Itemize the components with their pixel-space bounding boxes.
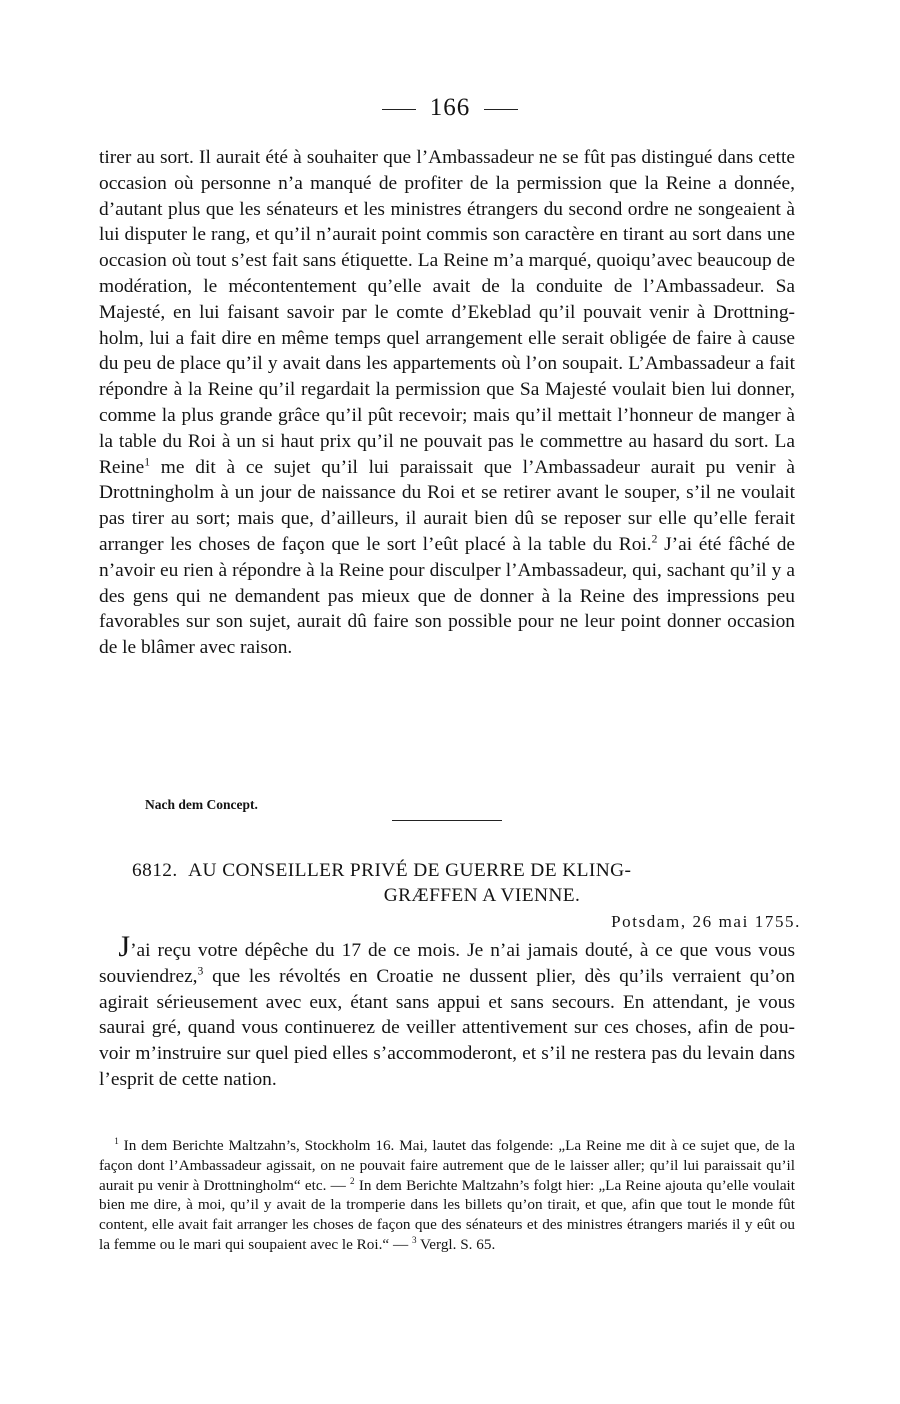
continuation-paragraph	[99, 145, 795, 661]
page-header	[0, 94, 900, 122]
letter-initial: J	[118, 930, 131, 963]
footnote-mark-2: 2	[350, 1175, 355, 1186]
letter-title-line-1: AU CONSEILLER PRIVÉ DE GUERRE DE KLING-	[188, 860, 632, 881]
section-divider	[392, 820, 502, 821]
footnote-paragraph	[99, 1136, 795, 1255]
header-rule-left	[382, 109, 416, 110]
letter-heading	[132, 858, 772, 908]
letter-paragraph	[99, 930, 795, 1093]
footnote-ref-1: 1	[144, 455, 151, 469]
footnotes	[99, 1136, 795, 1255]
continuation-text	[99, 145, 795, 661]
source-note: Nach dem Concept.	[145, 797, 258, 812]
letter-title-line-2: GRÆFFEN A VIENNE.	[383, 885, 581, 906]
continuation-text-part-1: tirer au sort. Il aurait été à souhaiter que l’Ambassadeur ne se fût pas distingué dans cette occasion où personne n’a manqué de profiter de la permission que la Reine a donnée, d’autant plus que les sénateurs et les ministres étrangers du second ordre ne songeaient à lui disputer le rang, et qu’il n’aurait point commis son caractère en tirant au sort dans une occasion où tout s’est fait sans étiquette. La Reine m’a marqué, quoiqu’avec beaucoup de modération, le mécontentement qu’elle avait de la conduite de l’Ambassadeur. Sa Majesté, en lui faisant savoir par le comte d’Ekeblad qu’il pouvait venir à Drottningholm, lui a fait dire en même temps quel arrangement elle serait obligée de faire à cause du peu de place qu’il y avait dans les appartements où l’on soupait. L’Ambassadeur a fait répondre à la Reine qu’il regardait la permission que Sa Majesté voulait bien lui donner, comme la plus grande grâce qu’il pût recevoir; mais qu’il mettait l’honneur de manger à la table du Roi à un si haut prix qu’il ne pouvait pas le commettre au hasard du sort. La Reine	[99, 147, 795, 478]
letter-text-part-1: ’ai reçu votre dépêche du 17 de ce mois. Je n’ai jamais douté, à ce que vous vous souviendrez,	[99, 940, 795, 987]
letter-dateline: Potsdam, 26 mai 1755.	[611, 912, 801, 931]
footnote-text-3: Vergl. S. 65.	[416, 1235, 496, 1253]
letter-text	[99, 930, 795, 1093]
footnote-mark-1: 1	[114, 1135, 119, 1146]
continuation-text-part-3: J’ai été fâché de n’avoir eu rien à répondre à la Reine pour disculper l’Ambassadeur, qui, sachant qu’il y a des gens qui ne demandent pas mieux que de donner à la Reine des impressions peu favorables sur son sujet, aurait dû faire son possible pour ne leur point donner occasion de le blâmer avec raison.	[99, 533, 795, 659]
header-rule-right	[484, 109, 518, 110]
footnote-ref-2: 2	[651, 532, 658, 546]
footnote-mark-3: 3	[411, 1234, 417, 1245]
letter-text-part-2: que les révoltés en Croatie ne dussent plier, dès qu’ils verraient qu’on agirait sérieusement avec eux, étant sans appui et sans secours. En attendant, je vous saurai gré, quand vous continuerez de veiller attentivement sur ces choses, afin de pouvoir m’instruire sur quel pied elles s’accommoderont, et s’il ne restera pas du levain dans l’esprit de cette nation.	[99, 965, 795, 1090]
footnote-text-1: In dem Berichte Maltzahn’s, Stockholm 16. Mai, lautet das folgende: „La Reine me dit à ce sujet que, de la façon dont l’Ambassadeur agissait, on ne pouvait faire autrement que de le laisser aller; qu’il lui paraissait qu’il aurait pu venir à Drottningholm“ etc. —	[99, 1137, 795, 1194]
page-number: 166	[429, 94, 471, 121]
footnote-text-2: In dem Berichte Maltzahn’s folgt hier: „La Reine ajouta qu’elle voulait bien me dire, à moi, qu’il y avait de la tromperie dans les billets qu’on tirait, et que, afin que tout le monde fût content, elle avait fait arranger les choses de façon que des sénateurs et des ministres étrangers mariés il y eût ou la femme ou le mari qui soupaient avec le Roi.“ —	[99, 1176, 795, 1253]
footnote-ref-3: 3	[197, 964, 204, 978]
continuation-text-part-2: me dit à ce sujet qu’il lui paraissait que l’Ambassadeur aurait pu venir à Drottningholm à un jour de naissance du Roi et se retirer avant le souper, s’il ne voulait pas tirer au sort; mais que, d’ailleurs, il aurait bien dû se reposer sur elle qu’elle ferait arranger les choses de façon que le sort l’eût placé à la table du Roi.	[99, 456, 795, 555]
letter-number: 6812.	[132, 860, 178, 881]
